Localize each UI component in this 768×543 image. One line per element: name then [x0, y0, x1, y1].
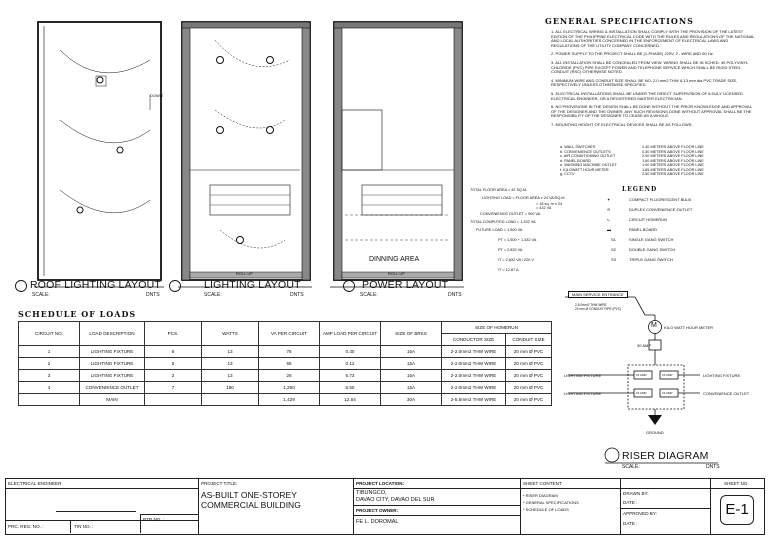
lighting-scale-label: SCALE:	[204, 292, 222, 298]
sheet-content-item: * RISER DIAGRAM	[523, 493, 558, 498]
table-cell: 30A	[381, 394, 442, 406]
table-cell: 0.30	[320, 346, 381, 358]
computation-line: = 18 sq. m x 24	[536, 202, 563, 206]
section-marker-icon	[14, 279, 28, 293]
lighting-layout-title: LIGHTING LAYOUT	[204, 279, 301, 291]
lighting-roll-up-label: ROLL UP	[236, 271, 253, 276]
col-header: SIZE OF BRKS	[381, 322, 442, 346]
table-cell: 20 mm Ø PVC	[506, 346, 552, 358]
col-header: CIRCUIT NO.	[19, 322, 80, 346]
computation-line: PT = 1,500 + 1,332 VA	[498, 238, 537, 242]
spec-item: 3. ALL INSTALLATION SHALL BE CONCEALED FROM VIEW. WIRING SHALL BE IN SCHED. 40 POLYVINYL CHLORIDE (PVC) PIPE EXCEPT POWER AND TELEPHONE SERVICE WHICH SHALL BE RIGID STEEL CONDUIT (RSC) OTHERWISE NOTED.	[551, 59, 749, 75]
legend-item: ⊖ DUPLEX CONVENIENCE OUTLET	[607, 207, 693, 212]
mounting-heights-list	[560, 145, 740, 177]
table-cell: LIGHTING FIXTURE	[80, 370, 145, 382]
computation-line: TOTAL FLOOR AREA = 42 SQ.M.	[470, 188, 528, 192]
project-location: TIBUNGCO, DAVAO CITY, DAVAO DEL SUR	[356, 490, 435, 503]
riser-left-feeder-2: LIGHTING FIXTURE	[564, 391, 602, 396]
table-cell: LIGHTING FIXTURE	[80, 346, 145, 358]
approval-cell	[620, 479, 711, 534]
spec-item: 2. POWER SUPPLY TO THE PROJECT SHALL BE (1-PHASE) 220V, 2 - WIRE AND 60 Hz.	[551, 51, 714, 57]
schedule-of-loads-title: SCHEDULE OF LOADS	[18, 309, 137, 319]
table-cell	[202, 394, 259, 406]
col-header: CONDUCTOR SIZE	[442, 334, 506, 346]
legend-item: ⤷ CIRCUIT HOMERUN	[607, 217, 667, 222]
table-cell: 2-2.0mm2 THW WIRE	[442, 370, 506, 382]
load-computation	[470, 186, 565, 274]
sheet-number-cell	[710, 479, 764, 534]
breaker-label: 15 AMP	[636, 391, 647, 395]
table-cell: MAIN	[80, 394, 145, 406]
legend-item: S3 TRIPLE GANG SWITCH	[611, 257, 673, 262]
spec-item: 6. NO PROVISIONS IN THE DESIGN SHALL BE DONE WITHOUT THE PRIOR KNOWLEDGE AND APPROVAL OF THE DESIGNER AND THE OWNER. ANY SUCH REVISIONS DONE WITHOUT APPROVAL SHALL BE THE RESPONSIBILITY OF THE DESIGNER TO CEASE AS A WHOLE.	[551, 104, 752, 119]
schedule-of-loads-table	[18, 321, 552, 406]
sheet-content-label: SHEET CONTENT	[523, 481, 562, 486]
ground-label: GROUND	[646, 430, 664, 435]
roof-plan-title-block	[14, 279, 28, 298]
kwh-meter-label: KILO WATT HOUR METER	[664, 325, 714, 330]
breaker-label: 15 AMP	[662, 391, 673, 395]
project-title-cell	[198, 479, 354, 534]
mounting-height-row: f. KILOWATT HOUR METER 1.85 METERS ABOVE FLOOR LINE	[560, 167, 704, 172]
spec-item: 7. MOUNTING HEIGHT OF ELECTRICAL DEVICES SHALL BE AS FOLLOWS:	[551, 121, 693, 127]
table-cell: 2-2.0mm2 THW WIRE	[442, 382, 506, 394]
col-header: PCS.	[145, 322, 202, 346]
roof-scale-label: SCALE:	[32, 292, 50, 298]
roof-lighting-layout-title: ROOF LIGHTING LAYOUT	[30, 279, 161, 291]
table-cell: 2-5.5mm2 THW WIRE	[442, 394, 506, 406]
table-cell: 1	[19, 346, 80, 358]
table-cell: 2	[19, 358, 80, 370]
table-cell: 12.64	[320, 394, 381, 406]
table-cell: 6.50	[320, 382, 381, 394]
breaker-label: 15 AMP	[636, 373, 647, 377]
table-cell: 5	[145, 358, 202, 370]
table-row	[19, 382, 552, 394]
col-header: AMP LOAD PER CIRCUIT	[320, 322, 381, 346]
ptr-label: PTR NO. :	[143, 517, 165, 522]
homerun-icon: ⤷	[607, 217, 610, 222]
table-cell: 5.73	[320, 370, 381, 382]
compact-fluorescent-icon: ✦	[607, 197, 611, 202]
computation-line: CONVENIENCE OUTLET = 900 VA	[480, 212, 541, 216]
engineer-cell	[6, 479, 199, 534]
roof-units-label: DNTS	[146, 292, 160, 298]
spec-item: 1. ALL ELECTRICAL WIRING & INSTALLATION SHALL COMPLY WITH THE PROVISION OF THE LATEST EDITION OF THE PHILIPPINE ELECTRICAL CODE WITH THE RULES AND REGULATIONS OF THE NATIONAL AND LOCAL AUTHORITIES CONCERNED IN THE ENFORCEMENT OF ELECTRICAL LAWS AND REGULATIONS OF THE UTILITY COMPANY CONCERNED.	[551, 29, 755, 48]
general-specifications-title: GENERAL SPECIFICATIONS	[545, 16, 694, 26]
power-units-label: DNTS	[448, 292, 462, 298]
computation-line: PT = 2,832 VA	[498, 248, 523, 252]
duplex-outlet-icon: ⊖	[607, 207, 611, 212]
legend-item: S2 DOUBLE GANG SWITCH	[611, 247, 676, 252]
table-row	[19, 358, 552, 370]
spec-item: 5. ELECTRICAL INSTALLATIONS SHALL BE UNDER THE DIRECT SUPERVISION OF A DULY LICENSED ELECTRICAL ENGINEER, OR A REGISTERED MASTER ELECTRICIAN.	[551, 90, 743, 101]
mounting-height-row: c. AIR CONDITIONING OUTLET 2.00 METERS ABOVE FLOOR LINE	[560, 154, 704, 158]
riser-diagram-title: RISER DIAGRAM	[622, 450, 709, 462]
project-owner: FE L. DOROMAL	[356, 519, 399, 525]
table-cell: 13	[202, 358, 259, 370]
table-cell: LIGHTING FIXTURE	[80, 358, 145, 370]
legend-item: ✦ COMPACT FLUORESCENT BULB	[607, 197, 692, 202]
computation-line: FUTURE LOAD = 1,500 VA	[476, 228, 523, 232]
main-breaker-label: 30 AMP	[637, 343, 652, 348]
table-cell: 65	[259, 358, 320, 370]
table-cell: 20 mm Ø PVC	[506, 394, 552, 406]
sheet-number: E-1	[720, 495, 754, 525]
approved-by-label: APPROVED BY:	[623, 511, 657, 516]
legend-item: ▬ PANEL BOARD	[607, 227, 658, 232]
floor-plans-drawing	[0, 0, 470, 300]
drawn-by-label: DRAWN BY:	[623, 491, 649, 496]
table-cell: 3	[19, 370, 80, 382]
mounting-height-row: b. CONVENIENCE OUTLETS 0.30 METERS ABOVE FLOOR LINE	[560, 149, 704, 154]
table-cell: 13	[202, 346, 259, 358]
table-row	[19, 346, 552, 358]
legend-list	[607, 197, 757, 267]
riser-scale-label: SCALE:	[622, 464, 640, 470]
table-cell: 15A	[381, 370, 442, 382]
date-label: DATE :	[623, 521, 638, 526]
col-header: CONDUIT SIZE	[506, 334, 552, 346]
legend-item: S1 SINGLE GANG SWITCH	[611, 237, 674, 242]
project-title-label: PROJECT TITLE:	[201, 481, 238, 486]
sheet-number-label: SHEET NO.	[724, 481, 749, 486]
section-marker-icon	[605, 448, 619, 462]
computation-line: IT = 2,832 VA / 220 V	[498, 258, 534, 262]
specifications-list	[551, 30, 756, 128]
table-cell	[145, 394, 202, 406]
mounting-height-row: a. WALL SWITCHES 1.40 METERS ABOVE FLOOR LINE	[560, 145, 704, 149]
table-cell	[19, 394, 80, 406]
spec-item: 4. MINIMUM WIRE AND CONDUIT SIZE SHALL BE NO. 2.0 mm2 THW & 13 mm dia PVC TRADE SIZE, RESPECTIVELY UNLESS OTHERWISE SPECIFIED.	[551, 77, 738, 88]
power-layout-title: POWER LAYOUT	[362, 279, 449, 291]
main-service-entrance-label: MAIN SERVICE ENTRANCE	[568, 291, 628, 298]
table-cell: 15A	[381, 346, 442, 358]
lighting-plan-marker	[168, 279, 182, 298]
table-cell: 2-2.0mm2 THW WIRE	[442, 346, 506, 358]
tin-label: TIN NO. :	[74, 524, 94, 529]
col-header: WATTS	[202, 322, 259, 346]
table-cell: 6	[145, 346, 202, 358]
power-plan-marker	[342, 279, 356, 298]
table-cell: 1,429	[259, 394, 320, 406]
legend-title: LEGEND	[622, 186, 658, 193]
table-cell: 20 mm Ø PVC	[506, 358, 552, 370]
table-row	[19, 394, 552, 406]
breaker-label: 15 AMP	[662, 373, 673, 377]
project-title: AS-BUILT ONE-STOREY COMMERCIAL BUILDING	[201, 490, 301, 510]
lighting-units-label: DNTS	[290, 292, 304, 298]
computation-line: TOTAL COMPUTED LOAD = 1,332 VA	[470, 220, 536, 224]
table-cell: CONVENIENCE OUTLET	[80, 382, 145, 394]
sheet-content-item: * GENERAL SPECIFICATIONS	[523, 500, 579, 505]
power-dinning-area-label: DINNING AREA	[369, 256, 420, 263]
location-label: PROJECT LOCATION:	[356, 481, 405, 486]
riser-right-feeder-1: LIGHTING FIXTURE	[703, 373, 741, 378]
table-row	[19, 370, 552, 382]
ground-icon	[648, 415, 662, 425]
title-block	[5, 478, 765, 535]
table-cell: 78	[259, 346, 320, 358]
computation-line: = 432 VA	[536, 206, 552, 210]
riser-right-feeder-2: CONVENIENCE OUTLET	[703, 391, 750, 396]
table-cell: 20 mm Ø PVC	[506, 382, 552, 394]
table-cell: 180	[202, 382, 259, 394]
table-cell: 26	[259, 370, 320, 382]
mounting-height-row: g. CCTV 2.50 METERS ABOVE FLOOR LINE	[560, 172, 704, 176]
section-marker-icon	[168, 279, 182, 293]
sheet-content-item: * SCHEDULE OF LOADS	[523, 507, 569, 512]
table-cell: 15A	[381, 358, 442, 370]
col-header: LOAD DESCRIPTION	[80, 322, 145, 346]
engineer-label: ELECTRICAL ENGINEER	[8, 481, 62, 486]
table-cell: 7	[145, 382, 202, 394]
table-cell: 2-2.0mm2 THW WIRE	[442, 358, 506, 370]
table-cell: 13	[202, 370, 259, 382]
riser-units-label: DNTS	[706, 464, 720, 470]
table-cell: 20 mm Ø PVC	[506, 370, 552, 382]
section-marker-icon	[342, 279, 356, 293]
date-label: DATE :	[623, 500, 638, 505]
table-cell: 4	[19, 382, 80, 394]
table-cell: 15A	[381, 382, 442, 394]
power-roll-up-label: ROLL UP	[388, 271, 405, 276]
project-location-cell	[353, 479, 521, 534]
power-scale-label: SCALE:	[360, 292, 378, 298]
col-header: VA PER CIRCUIT	[259, 322, 320, 346]
sheet-content-cell	[520, 479, 621, 534]
roof-down-label: DOWN	[150, 93, 163, 98]
riser-left-feeder-1: LIGHTING FIXTURE	[564, 373, 602, 378]
mounting-height-row: e. WASHING MACHINE OUTLET 1.00 METERS ABOVE FLOOR LINE	[560, 163, 704, 167]
computation-line: LIGHTING LOAD = FLOOR AREA x 24 VA/SQ.M	[482, 196, 565, 200]
computation-line: IT = 12.87 A	[498, 268, 519, 272]
panel-board-icon: ▬	[607, 227, 611, 232]
table-cell: 2	[145, 370, 202, 382]
service-wire-note: 2-8.0mm2 THW WIRE 20 mm Ø CONDUIT PIPE (PVC)	[575, 303, 622, 311]
table-cell: 0.12	[320, 358, 381, 370]
table-cell: 1,260	[259, 382, 320, 394]
owner-label: PROJECT OWNER:	[356, 508, 399, 513]
prc-label: PRC. REG. NO. :	[8, 524, 44, 529]
col-header: SIZE OF HOMERUN	[442, 322, 552, 334]
kwh-meter-symbol: M	[651, 322, 657, 329]
mounting-height-row: d. PANEL BOARD 1.60 METERS ABOVE FLOOR LINE	[560, 158, 704, 163]
